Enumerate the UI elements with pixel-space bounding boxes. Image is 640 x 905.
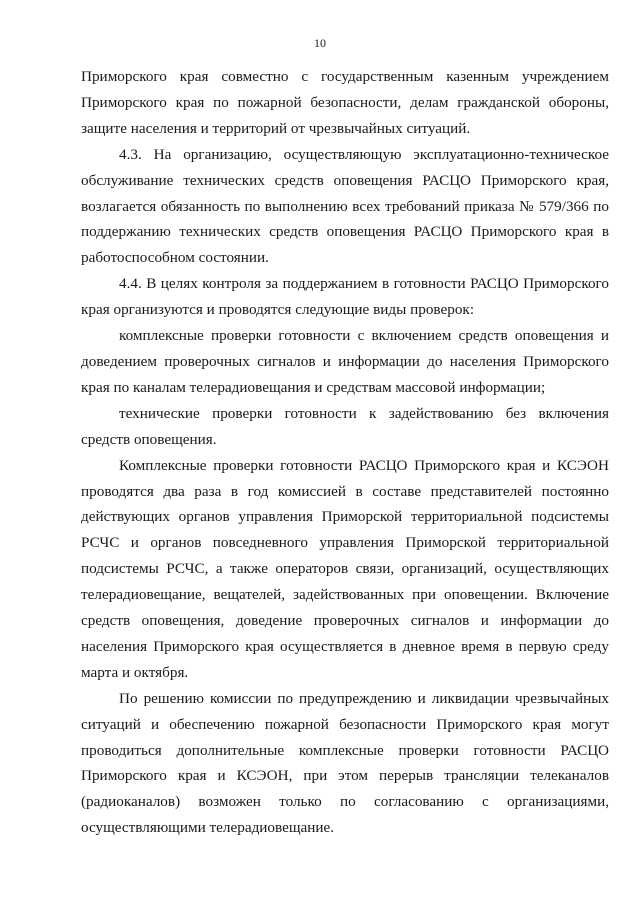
paragraph-4-3: 4.3. На организацию, осуществляющую эксплуатационно-техническое обслуживание технических средств оповещения РАСЦО Приморского края, возлагается обязанность по выполнению всех требований приказа № 579/366 по поддержанию технических средств оповещения РАСЦО Приморского края в работоспособном состоянии. xyxy=(81,145,609,267)
list-item-complex-checks: комплексные проверки готовности с включением средств оповещения и доведением проверочных сигналов и информации до населения Приморского края по каналам телерадиовещания и средствам массовой информации; xyxy=(81,327,609,396)
document-body xyxy=(81,64,609,841)
page-number: 10 xyxy=(314,36,326,50)
paragraph-4-4: 4.4. В целях контроля за поддержанием в готовности РАСЦО Приморского края организуются и проводятся следующие виды проверок: xyxy=(81,275,609,319)
list-item-technical-checks: технические проверки готовности к задействованию без включения средств оповещения. xyxy=(81,404,609,448)
paragraph-additional-checks: По решению комиссии по предупреждению и ликвидации чрезвычайных ситуаций и обеспечению пожарной безопасности Приморского края могут проводиться дополнительные комплексные проверки готовности РАСЦО Приморского края и КСЭОН, при этом перерыв трансляции телеканалов (радиоканалов) возможен только по согласованию с организациями, осуществляющими телерадиовещание. xyxy=(81,689,609,837)
paragraph-complex-checks-schedule: Комплексные проверки готовности РАСЦО Приморского края и КСЭОН проводятся два раза в год комиссией в составе представителей постоянно действующих органов управления Приморской территориальной подсистемы РСЧС и органов повседневного управления Приморской территориальной подсистемы РСЧС, а также операторов связи, организаций, осуществляющих телерадиовещание, вещателей, задействованных при оповещении. Включение средств оповещения, доведение проверочных сигналов и информации до населения Приморского края осуществляется в дневное время в первую среду марта и октября. xyxy=(81,456,609,681)
paragraph-continuation: Приморского края совместно с государственным казенным учреждением Приморского края по пожарной безопасности, делам гражданской обороны, защите населения и территорий от чрезвычайных ситуаций. xyxy=(81,68,609,137)
